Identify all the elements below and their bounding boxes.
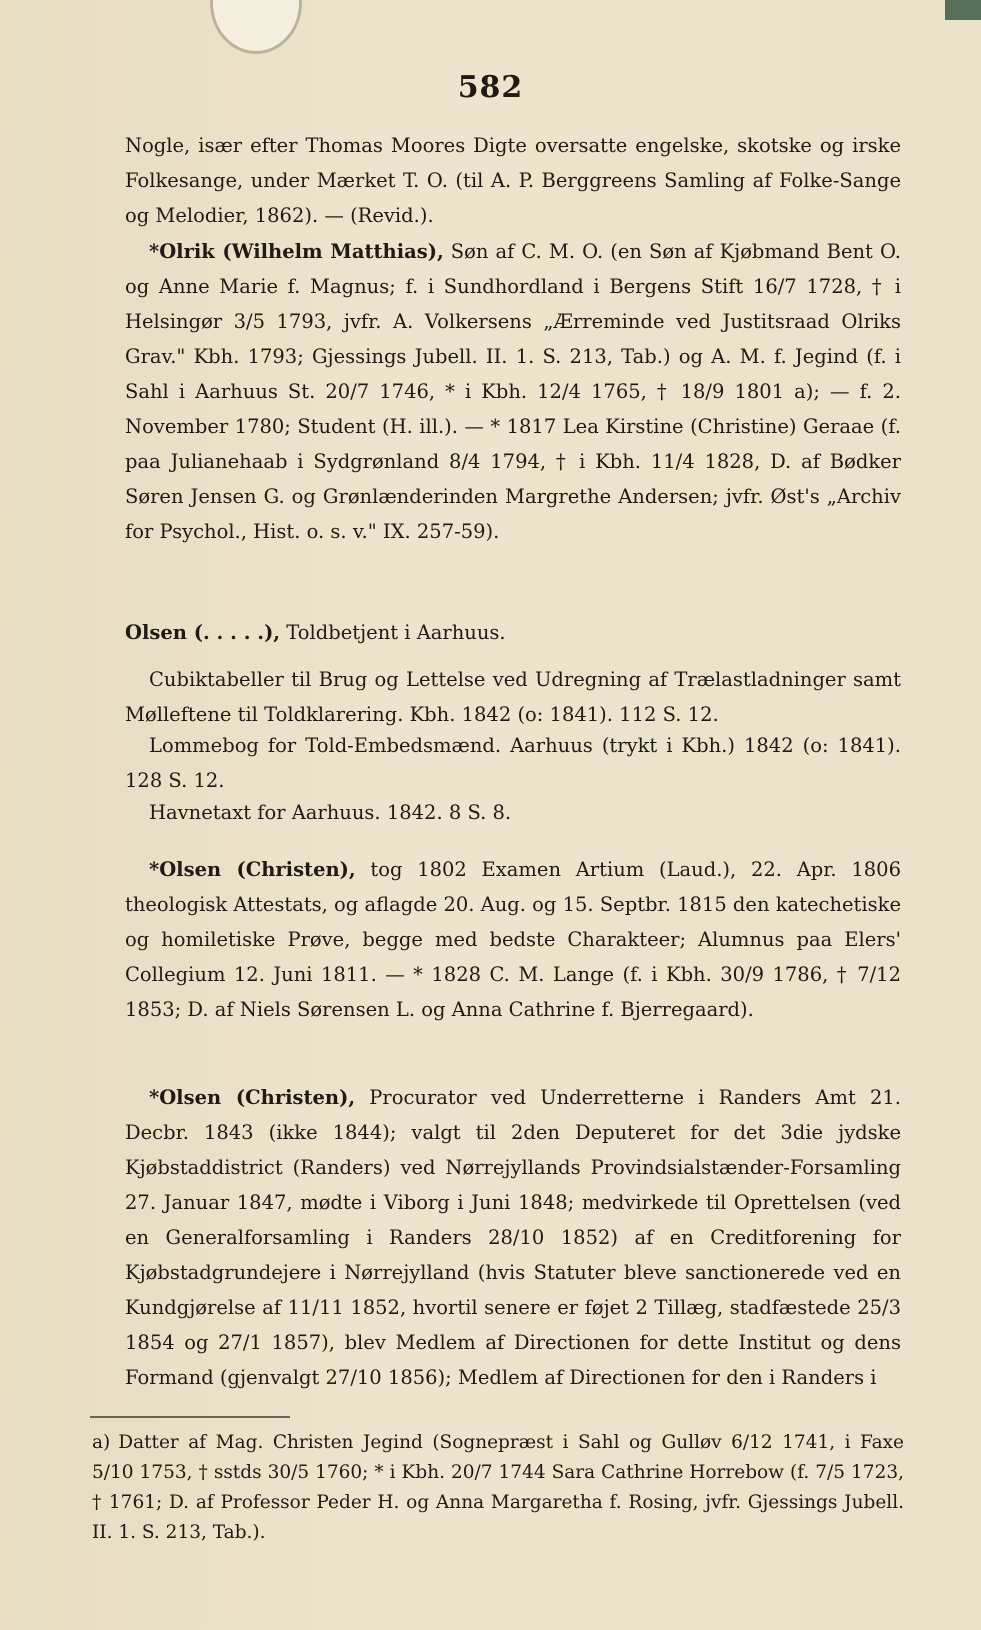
paragraph <box>125 728 901 798</box>
footnote-divider <box>90 1416 290 1418</box>
entry-olsen-christen-2 <box>125 1080 901 1395</box>
paragraph-text: Søn af C. M. O. (en Søn af Kjøbmand Bent O. og Anne Marie f. Magnus; f. i Sundhordland i Bergens Stift 16/7 1728, † i Helsingør 3/5 1793, jvfr. A. Volkersens „Ærreminde ved Justitsraad Olriks Grav." Kbh. 1793; Gjessings Jubell. II. 1. S. 213, Tab.) og A. M. f. Jegind (f. i Sahl i Aarhuus St. 20/7 1746, * i Kbh. 12/4 1765, † 18/9 1801 a); — f. 2. November 1780; Student (H. ill.). — * 1817 Lea Kirstine (Christine) Geraae (f. paa Julianehaab i Sydgrønland 8/4 1794, † i Kbh. 11/4 1828, D. af Bødker Søren Jensen G. og Grønlænderinden Margrethe Andersen; jvfr. Øst's „Archiv for Psychol., Hist. o. s. v." IX. 257-59). <box>125 240 901 543</box>
work-havnetaxt <box>125 795 901 830</box>
paragraph-text: Lommebog for Told-Embedsmænd. Aarhuus (trykt i Kbh.) 1842 (o: 1841). 128 S. 12. <box>125 734 901 792</box>
binding-hole <box>210 0 302 54</box>
entry-heading: *Olrik (Wilhelm Matthias), <box>149 240 444 263</box>
paragraph <box>125 615 901 650</box>
paragraph <box>125 1080 901 1395</box>
paragraph <box>125 795 901 830</box>
paragraph <box>125 128 901 233</box>
entry-olrik <box>125 234 901 549</box>
footnote-body: Datter af Mag. Christen Jegind (Sognepræst i Sahl og Gulløv 6/12 1741, i Faxe 5/10 1753, † sstds 30/5 1760; * i Kbh. 20/7 1744 Sara Cathrine Horrebow (f. 7/5 1723, † 1761; D. af Professor Peder H. og Anna Margaretha f. Rosing, jvfr. Gjessings Jubell. II. 1. S. 213, Tab.). <box>92 1432 904 1543</box>
corner-tab <box>945 0 981 20</box>
paragraph-text: Toldbetjent i Aarhuus. <box>280 621 506 644</box>
paragraph-text: Procurator ved Underretterne i Randers Amt 21. Decbr. 1843 (ikke 1844); valgt til 2den Deputeret for det 3die jydske Kjøbstaddistrict (Randers) ved Nørrejyllands Provindsialstænder-Forsamling 27. Januar 1847, mødte i Viborg i Juni 1848; medvirkede til Oprettelsen (ved en Generalforsamling i Randers 28/10 1852) af en Creditforening for Kjøbstadgrundejere i Nørrejylland (hvis Statuter bleve sanctionerede ved en Kundgjørelse af 11/11 1852, hvortil senere er føjet 2 Tillæg, stadfæstede 25/3 1854 og 27/1 1857), blev Medlem af Directionen for dette Institut og dens Formand (gjenvalgt 27/10 1856); Medlem af Directionen for den i Randers i <box>125 1086 901 1389</box>
paragraph <box>125 234 901 549</box>
page-number: 582 <box>457 70 524 105</box>
paragraph-text: tog 1802 Examen Artium (Laud.), 22. Apr. 1806 theologisk Attestats, og aflagde 20. Aug. og 15. Septbr. 1815 den katechetiske og homiletiske Prøve, begge med bedste Charakteer; Alumnus paa Elers' Collegium 12. Juni 1811. — * 1828 C. M. Lange (f. i Kbh. 30/9 1786, † 7/12 1853; D. af Niels Sørensen L. og Anna Cathrine f. Bjerregaard). <box>125 858 901 1021</box>
paragraph <box>125 662 901 732</box>
entry-heading: *Olsen (Christen), <box>149 858 356 881</box>
footnote-mark: a) <box>92 1432 111 1453</box>
entry-heading: *Olsen (Christen), <box>149 1086 356 1109</box>
entry-olsen-toldbetjent <box>125 615 901 650</box>
paragraph <box>125 852 901 1027</box>
paragraph-text: Nogle, især efter Thomas Moores Digte oversatte engelske, skotske og irske Folkesange, under Mærket T. O. (til A. P. Berggreens Samling af Folke-Sange og Melodier, 1862). — (Revid.). <box>125 134 901 227</box>
paragraph-text: Cubiktabeller til Brug og Lettelse ved Udregning af Trælastladninger samt Mølleftene til Toldklarering. Kbh. 1842 (o: 1841). 112 S. 12. <box>125 668 901 726</box>
work-cubiktabeller <box>125 662 901 732</box>
entry-nogle <box>125 128 901 233</box>
entry-olsen-christen-1 <box>125 852 901 1027</box>
footnote-text <box>92 1428 904 1548</box>
footnote <box>92 1428 904 1548</box>
work-lommebog <box>125 728 901 798</box>
entry-heading: Olsen (. . . . .), <box>125 621 281 644</box>
paragraph-text: Havnetaxt for Aarhuus. 1842. 8 S. 8. <box>149 801 512 824</box>
